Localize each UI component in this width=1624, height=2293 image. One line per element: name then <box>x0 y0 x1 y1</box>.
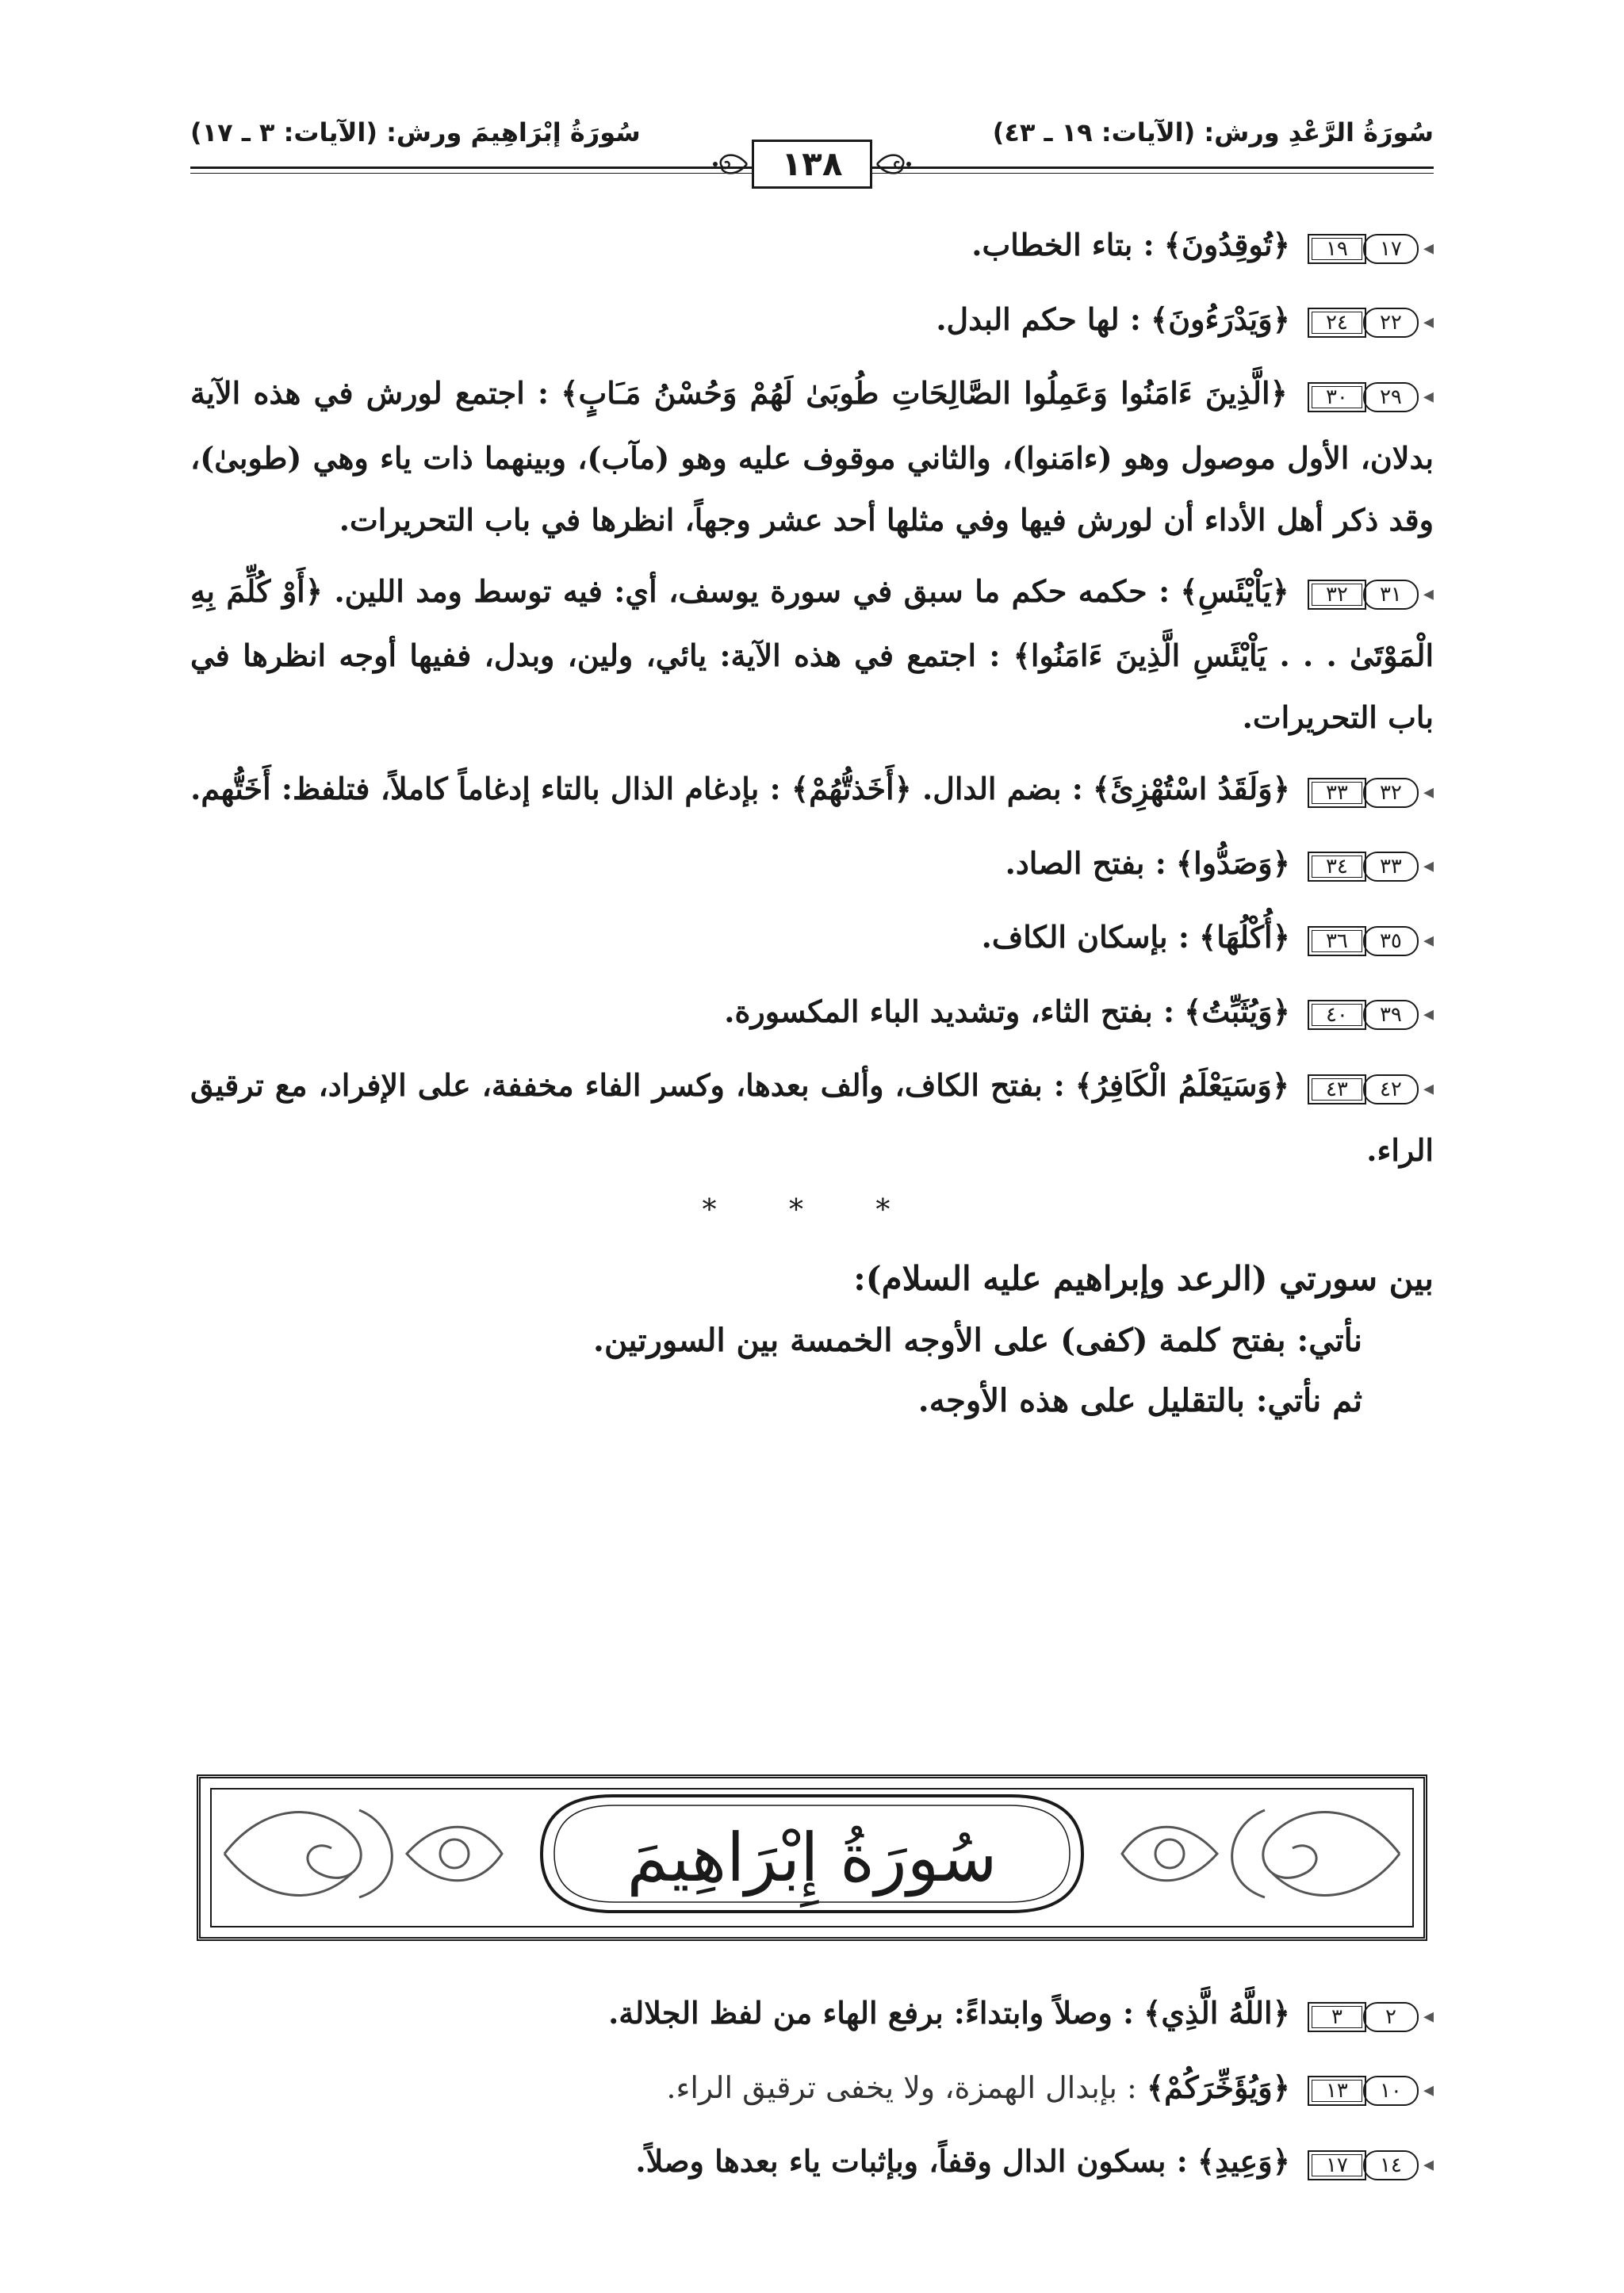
bullet-icon: ◂ <box>1423 235 1434 260</box>
header-rule-left <box>190 167 761 169</box>
entry-7 <box>190 906 1434 971</box>
header-right-title: سُورَةُ الرَّعْدِ ورش: (الآيات: ١٩ ـ ٤٣) <box>992 117 1434 147</box>
right-ornament-icon <box>875 148 914 180</box>
verse-badge: ٢٩٣٠ <box>1308 382 1419 411</box>
header-rule-right-thin <box>863 173 1434 174</box>
bullet-icon: ◂ <box>1423 384 1434 408</box>
verse-quote: ﴿وَيَدْرَءُونَ﴾ <box>1150 301 1290 337</box>
entry-text: : بفتح الصاد. <box>1005 844 1166 881</box>
entry-1 <box>190 214 1434 279</box>
bullet-icon: ◂ <box>1423 928 1434 952</box>
entry-2 <box>190 289 1434 354</box>
bullet-icon: ◂ <box>1423 2078 1434 2102</box>
verse-badge: ٣٢٣٣ <box>1308 778 1419 806</box>
verse-badge: ٣١٣٢ <box>1308 580 1419 608</box>
bullet-icon: ◂ <box>1423 779 1434 804</box>
bullet-icon: ◂ <box>1423 2004 1434 2028</box>
header-rule-left-thin <box>190 173 761 174</box>
entry-6 <box>190 833 1434 898</box>
verse-badge: ١٤١٧ <box>1308 2150 1419 2179</box>
header-rule-right <box>863 167 1434 169</box>
entry-8 <box>190 981 1434 1046</box>
entry-text: : وصلاً وابتداءً: برفع الهاء من لفظ الجلالة. <box>608 1995 1135 2031</box>
between-surahs-line-1: نأتي: بفتح كلمة (كفى) على الأوجه الخمسة بين السورتين. <box>593 1321 1362 1359</box>
entry-ibrahim-2 <box>190 2057 1434 2122</box>
bullet-icon: ◂ <box>1423 1076 1434 1101</box>
verse-badge: ١٠١٣ <box>1308 2076 1419 2104</box>
page-number: ١٣٨ <box>752 140 872 189</box>
entry-4 <box>190 561 1434 749</box>
page-number-frame <box>710 140 914 189</box>
page-header <box>190 101 1434 189</box>
entry-text: : اجتمع لورش في هذه الآية بدلان، الأول موصول وهو (ءامَنوا)، والثاني موقوف عليه وهو (مآب)، وبينهما ذات ياء وهي (طوبىٰ)، وقد ذكر أهل الأداء أن لورش فيها وفي مثلها أحد عشر وجهاً، انظرها في باب التحريرات. <box>190 375 1434 538</box>
entry-text: : بفتح الثاء، وتشديد الباء المكسورة. <box>724 993 1175 1029</box>
bullet-icon: ◂ <box>1423 854 1434 878</box>
verse-quote: ﴿وَيُثَبِّتُ﴾ <box>1184 993 1290 1029</box>
header-left-title: سُورَةُ إبْرَاهِيمَ ورش: (الآيات: ٣ ـ ١٧) <box>190 117 641 147</box>
main-content <box>190 214 1434 1431</box>
entry-5 <box>190 758 1434 823</box>
verse-quote: ﴿تُوقِدُونَ﴾ <box>1163 227 1290 262</box>
verse-badge: ٣٥٣٦ <box>1308 926 1419 955</box>
verse-badge: ١٧١٩ <box>1308 234 1419 262</box>
verse-badge: ٤٢٤٣ <box>1308 1074 1419 1103</box>
entry-text: : بإسكان الكاف. <box>981 919 1189 955</box>
entry-ibrahim-3 <box>190 2130 1434 2195</box>
bullet-icon: ◂ <box>1423 310 1434 334</box>
verse-quote: ﴿أُكْلُهَا﴾ <box>1198 919 1290 955</box>
section-separator: * * * <box>702 1193 922 1227</box>
entry-text: : بسكون الدال وقفاً، وبإثبات ياء بعدها وصلاً. <box>635 2143 1188 2179</box>
surah-title: سُورَةُ إِبْرَاهِيمَ <box>626 1819 998 1897</box>
entry-text: : بضم الدال. ﴿أَخَذتُّهُمْ﴾ : بإدغام الذال بالتاء إدغاماً كاملاً، فتلفظ: أَخَتُّهم. <box>190 771 1083 806</box>
verse-quote: ﴿وَسَيَعْلَمُ الْكَافِرُ﴾ <box>1074 1067 1290 1103</box>
bullet-icon: ◂ <box>1423 582 1434 606</box>
bullet-icon: ◂ <box>1423 1002 1434 1026</box>
verse-quote: ﴿وَيُؤَخِّرَكُمْ﴾ <box>1146 2069 1290 2105</box>
verse-quote: ﴿وَعِيدِ﴾ <box>1197 2143 1290 2179</box>
entry-3 <box>190 362 1434 551</box>
entry-text: : بفتح الكاف، وألف بعدها، وكسر الفاء مخففة، على الإفراد، مع ترقيق الراء. <box>190 1067 1434 1168</box>
entry-text: : بإبدال الهمزة، ولا يخفى ترقيق الراء. <box>666 2069 1137 2105</box>
verse-badge: ٣٣٣٤ <box>1308 852 1419 880</box>
verse-badge: ٣٩٤٠ <box>1308 1000 1419 1028</box>
entry-9 <box>190 1055 1434 1181</box>
bullet-icon: ◂ <box>1423 2152 1434 2176</box>
verse-quote: ﴿وَلَقَدُ اسْتُهْزِئَ﴾ <box>1092 771 1290 806</box>
verse-badge: ٢٣ <box>1308 2002 1419 2031</box>
verse-quote: ﴿وَصَدُّوا﴾ <box>1175 844 1290 881</box>
left-ornament-icon <box>710 148 749 180</box>
between-surahs-heading: بين سورتي (الرعد وإبراهيم عليه السلام): <box>853 1258 1434 1298</box>
entry-text: : بتاء الخطاب. <box>971 227 1155 262</box>
entry-text: : لها حكم البدل. <box>936 301 1141 337</box>
surah-title-banner <box>197 1774 1427 1941</box>
verse-quote: ﴿يَاْيْئَسِ﴾ <box>1180 572 1289 609</box>
verse-quote: ﴿اللَّهُ الَّذِي﴾ <box>1143 1995 1290 2031</box>
between-surahs-line-2: ثم نأتي: بالتقليل على هذه الأوجه. <box>917 1381 1362 1419</box>
verse-badge: ٢٢٢٤ <box>1308 308 1419 336</box>
entry-text: : حكمه حكم ما سبق في سورة يوسف، أي: فيه توسط ومد اللين. ﴿أَوْ كُلِّمَ بِهِ الْمَوْتَىٰ . . . يَاْيْئَسِ الَّذِينَ ءَامَنُوا﴾ : اجتمع في هذه الآية: يائي، ولين، وبدل، ففيها أوجه انظرها في باب التحريرات. <box>190 572 1434 735</box>
verse-quote: ﴿الَّذِينَ ءَامَنُوا وَعَمِلُوا الصَّالِحَاتِ طُوبَىٰ لَهُمْ وَحُسْنُ مَـَابٍ﴾ <box>561 375 1288 411</box>
ibrahim-content <box>190 1982 1434 2205</box>
entry-ibrahim-1 <box>190 1982 1434 2047</box>
